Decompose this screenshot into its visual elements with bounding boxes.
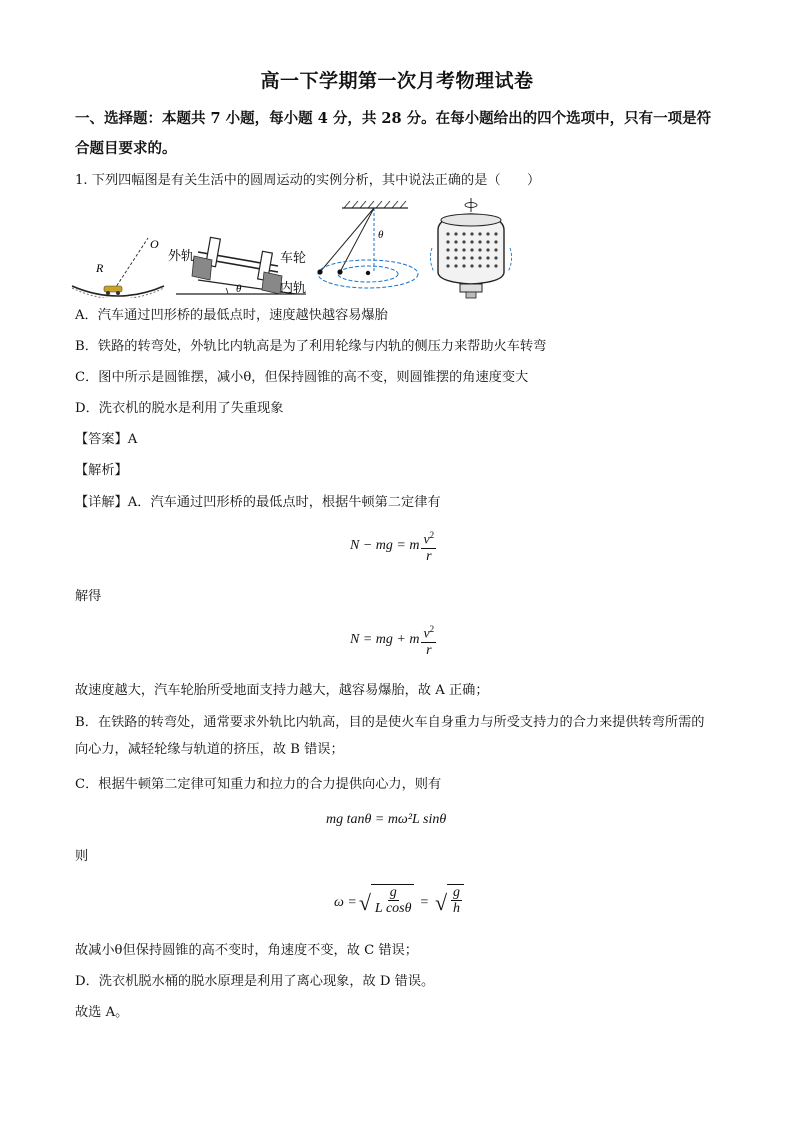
banked-rail-figure — [168, 208, 318, 300]
c-conclusion: 故减小θ但保持圆锥的高不变时，角速度不变，故 C 错误； — [75, 943, 418, 958]
eq2-den: r — [426, 642, 432, 658]
eq4-lhs: ω = — [334, 895, 357, 910]
label-wheel: 车轮 — [280, 251, 307, 266]
equation-4 — [334, 884, 466, 922]
eq2-lhs: N = mg + m — [350, 632, 420, 648]
option-b: B．铁路的转弯处，外轨比内轨高是为了利用轮缘与内轨的侧压力来帮助火车转弯 — [75, 339, 547, 354]
option-d: D．洗衣机的脱水是利用了失重现象 — [75, 401, 284, 416]
eq1-lhs: N − mg = m — [350, 538, 420, 554]
eq1-num: v — [423, 532, 430, 548]
question-stem: 1. 下列四幅图是有关生活中的圆周运动的实例分析，其中说法正确的是（ ） — [75, 173, 541, 188]
page-title: 高一下学期第一次月考物理试卷 — [260, 70, 534, 92]
b-explanation: B．在铁路的转弯处，通常要求外轨比内轨高，目的是使火车自身重力与所受支持力的合力来提供转弯所需的向心力，减轻轮缘与轨道的挤压，故 B 错误； — [75, 715, 705, 757]
eq4-n1: g — [389, 885, 397, 900]
label-outer-rail: 外轨 — [168, 249, 195, 264]
answer-line: 【答案】A — [75, 432, 138, 447]
label-theta-rail: θ — [236, 283, 242, 295]
c-intro: C．根据牛顿第二定律可知重力和拉力的合力提供向心力，则有 — [75, 777, 442, 792]
a-conclusion: 故速度越大，汽车轮胎所受地面支持力越大，越容易爆胎，故 A 正确； — [75, 683, 489, 698]
d-explanation: D．洗衣机脱水桶的脱水原理是利用了离心现象，故 D 错误。 — [75, 974, 435, 989]
eq4-equals: = — [419, 895, 429, 910]
concave-bridge-figure — [68, 228, 168, 298]
eq1-exp: 2 — [429, 530, 435, 540]
label-theta-cone: θ — [378, 229, 384, 241]
equation-3: mg tanθ = mω²L sinθ — [326, 812, 447, 827]
eq1-fraction — [421, 528, 436, 565]
then-text: 则 — [75, 849, 89, 864]
eq4-d1: L cosθ — [374, 901, 412, 916]
eq2-num: v — [423, 626, 430, 642]
eq4-sqrt-1: √ $\frac{g}{\text{L cosθ}}$ — [359, 884, 414, 922]
label-inner-rail: 内轨 — [280, 281, 307, 296]
eq4-d2: h — [453, 901, 461, 916]
conical-pendulum-figure — [316, 200, 434, 300]
section-heading: 一、选择题：本题共 7 小题，每小题 4 分，共 28 分。在每小题给出的四个选项中，只有一项是符合题目要求的。 — [75, 110, 712, 157]
equation-1 — [350, 528, 438, 565]
solve-text: 解得 — [75, 589, 102, 604]
eq4-n2: g — [453, 885, 461, 900]
eq4-sqrt-2: √ $\frac{g}{h}$ — [435, 884, 464, 922]
washing-drum-figure — [430, 198, 512, 300]
analysis-heading: 【解析】 — [75, 463, 128, 478]
option-a: A．汽车通过凹形桥的最低点时，速度越快越容易爆胎 — [75, 308, 388, 323]
equation-2 — [350, 622, 438, 659]
solution-intro: 【详解】A．汽车通过凹形桥的最低点时，根据牛顿第二定律有 — [75, 495, 441, 510]
label-o: O — [150, 237, 159, 251]
label-r: R — [96, 261, 104, 275]
final-answer: 故选 A。 — [75, 1005, 129, 1020]
option-c: C．图中所示是圆锥摆，减小θ，但保持圆锥的高不变，则圆锥摆的角速度变大 — [75, 370, 529, 385]
eq2-exp: 2 — [429, 624, 435, 634]
eq2-fraction — [421, 622, 436, 659]
eq1-den: r — [426, 548, 432, 564]
